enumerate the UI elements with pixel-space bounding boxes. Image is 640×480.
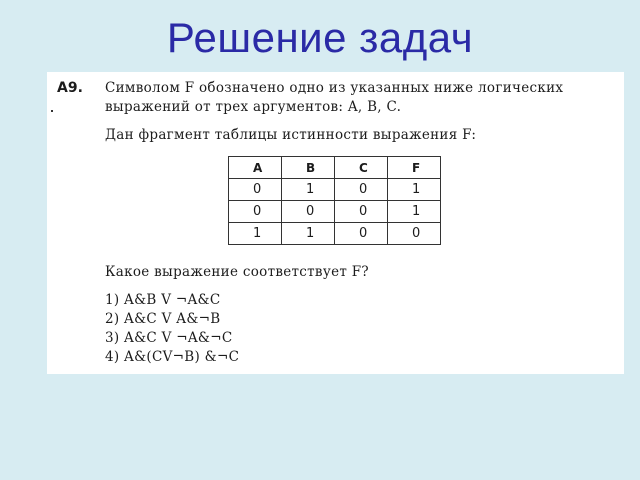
cell-c: 0: [335, 201, 388, 223]
cell-f: 1: [388, 179, 441, 201]
task-text-line-1: Символом F обозначено одно из указанных ниже логических: [105, 80, 564, 96]
header-a: A: [229, 157, 282, 179]
header-f: F: [388, 157, 441, 179]
cell-a: 1: [229, 223, 282, 245]
task-text-line-3: Дан фрагмент таблицы истинности выражения F:: [105, 127, 477, 143]
question-text: Какое выражение соответствует F?: [105, 264, 369, 280]
answer-option-4: 4) A&(CV¬B) &¬C: [105, 349, 240, 365]
task-number: A9.: [57, 80, 83, 96]
answer-option-3: 3) A&C V ¬A&¬C: [105, 330, 233, 346]
header-c: C: [335, 157, 388, 179]
cell-c: 0: [335, 223, 388, 245]
cell-a: 0: [229, 201, 282, 223]
table-row: [229, 179, 441, 201]
cell-b: 1: [282, 179, 335, 201]
task-scan: [47, 72, 624, 374]
cell-b: 1: [282, 223, 335, 245]
table-row: [229, 223, 441, 245]
table-row: [229, 201, 441, 223]
header-b: B: [282, 157, 335, 179]
task-text-line-2: выражений от трех аргументов: A, B, C.: [105, 99, 402, 115]
slide-title: Решение задач: [166, 14, 474, 61]
cell-b: 0: [282, 201, 335, 223]
truth-table-header-row: [229, 157, 441, 179]
cell-f: 1: [388, 201, 441, 223]
cell-c: 0: [335, 179, 388, 201]
truth-table: [228, 156, 441, 245]
answer-option-2: 2) A&C V A&¬B: [105, 311, 221, 327]
cell-f: 0: [388, 223, 441, 245]
scan-speck: [51, 110, 53, 112]
answer-option-1: 1) A&B V ¬A&C: [105, 292, 221, 308]
cell-a: 0: [229, 179, 282, 201]
